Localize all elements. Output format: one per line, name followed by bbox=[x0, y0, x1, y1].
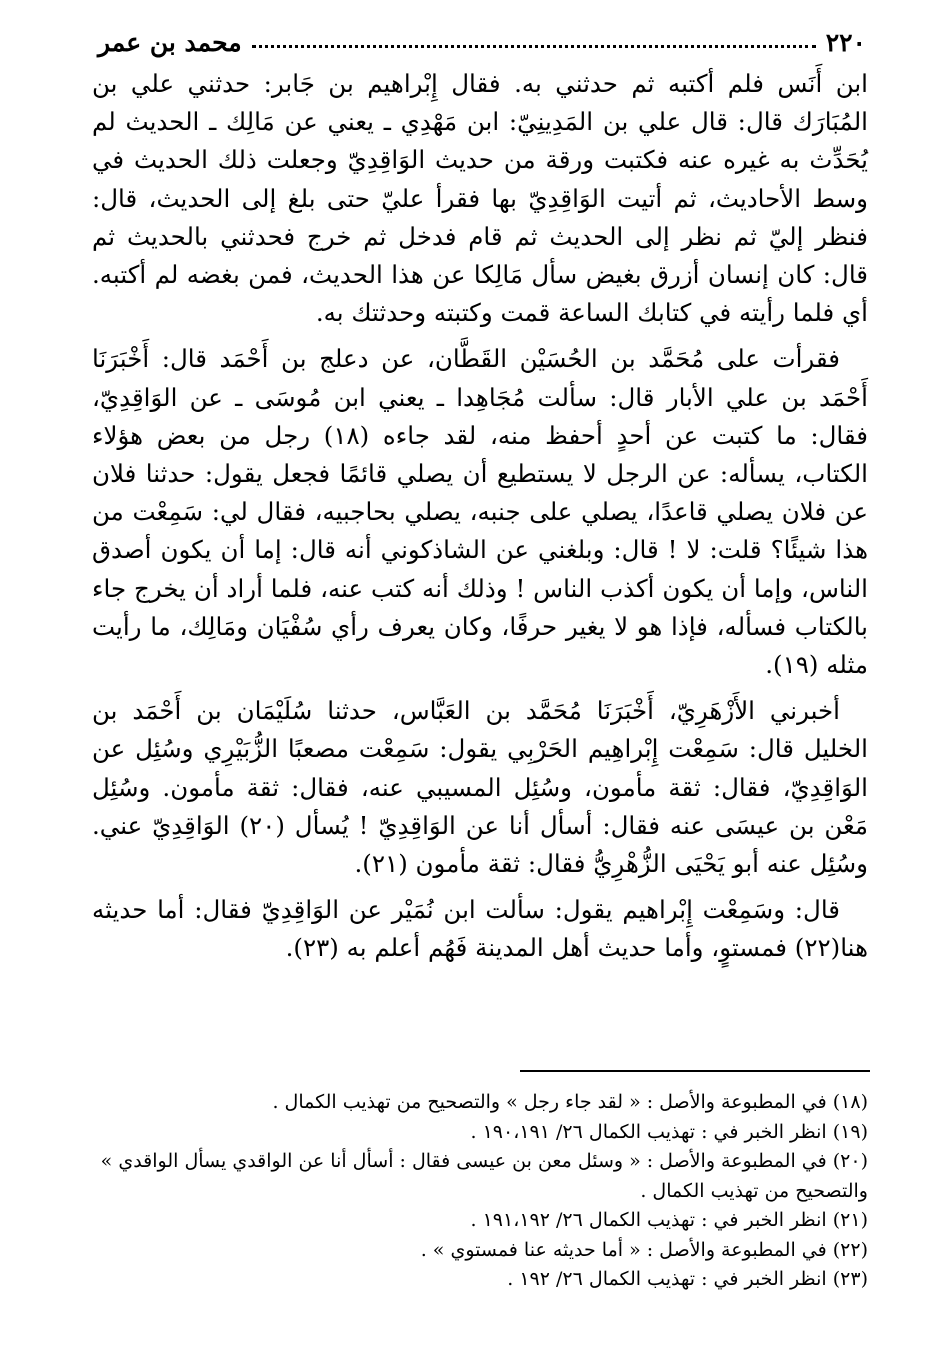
footnote: (١٩) انظر الخبر في : تهذيب الكمال ٢٦/ ١٩٠،١٩١ . bbox=[470, 1120, 868, 1143]
footnote: (٢٣) انظر الخبر في : تهذيب الكمال ٢٦/ ١٩٢ . bbox=[507, 1268, 868, 1290]
running-title: محمد بن عمر bbox=[98, 27, 242, 57]
footnotes bbox=[98, 1088, 868, 1295]
header-leader-dots bbox=[252, 35, 816, 48]
page-header bbox=[98, 22, 866, 62]
footnote: (٢٠) في المطبوعة والأصل : « وسئل معن بن عيسى فقال : أسأل أنا عن الواقدي يسأل الواقدي » والتصحيح من تهذيب الكمال . bbox=[100, 1150, 868, 1202]
footnote: (١٨) في المطبوعة والأصل : « لقد جاء رجل » والتصحيح من تهذيب الكمال . bbox=[272, 1091, 868, 1113]
footnote: (٢٢) في المطبوعة والأصل : « أما حديثه عنا فمستوي » . bbox=[420, 1238, 868, 1261]
footnote: (٢١) انظر الخبر في : تهذيب الكمال ٢٦/ ١٩١،١٩٢ . bbox=[470, 1209, 868, 1231]
paragraph: فقرأت على مُحَمَّد بن الحُسَيْن القَطَّان، عن دعلج بن أَحْمَد قال: أَخْبَرَنَا أَحْمَد بن علي الأبار قال: سألت مُجَاهِدا ـ يعني ابن مُوسَى ـ عن الوَاقِدِيّ، فقال: ما كتبت عن أحدٍ أحفظ منه، لقد جاءه (١٨) رجل من بعض هؤلاء الكتاب، يسأله: عن الرجل لا يستطيع أن يصلي قائمًا فجعل يقول: حدثنا فلان عن فلان يصلي قاعدًا، يصلي على جنبه، يصلي بحاجبيه، فقال لي: سَمِعْت من هذا شيئًا؟ قلت: لا ! قال: وبلغني عن الشاذكوني أنه قال: إما أن يكون أصدق الناس، وإما أن يكون أكذب الناس ! وذلك أنه كتب عنه، فلما أراد أن يخرج جاء بالكتاب فسأله، فإذا هو لا يغير حرفًا، وكان يعرف رأي سُفْيَان ومَالِك، ما رأيت مثله (١٩). bbox=[92, 344, 868, 680]
page-number: ٢٢٠ bbox=[825, 27, 866, 57]
paragraph: ابن أَنَس فلم أكتبه ثم حدثني به. فقال إِبْراهيم بن جَابر: حدثني علي بن المُبَارَك قال: قال علي بن المَدِينِيّ: ابن مَهْدِي ـ يعني عن مَالِك ـ الحديث لم يُحَدِّث به غيره عنه فكتبت ورقة من حديث الوَاقِدِيّ وجعلت ذلك الحديث في وسط الأحاديث، ثم أتيت الوَاقِدِيّ بها فقرأ عليّ حتى بلغ إلى الحديث، قال: فنظر إليّ ثم نظر إلى الحديث ثم قام فدخل ثم خرج فحدثني بالحديث ثم قال: كان إنسان أزرق بغيض سأل مَالِكا عن هذا الحديث، فمن بغضه لم أكتبه. أي فلما رأيته في كتابك الساعة قمت وكتبته وحدثتك به. bbox=[92, 69, 868, 328]
main-text bbox=[92, 65, 868, 968]
paragraph: قال: وسَمِعْت إِبْراهيم يقول: سألت ابن نُمَيْر عن الوَاقِدِيّ فقال: أما حديثه هنا(٢٢) فمستوٍ، وأما حديث أهل المدينة فَهُم أعلم به (٢٣). bbox=[92, 895, 868, 963]
paragraph: أخبرني الأَزْهَرِيّ، أَخْبَرَنَا مُحَمَّد بن العَبَّاس، حدثنا سُلَيْمَان بن أَحْمَد بن الخليل قال: سَمِعْت إِبْراهِيم الحَرْبِي يقول: سَمِعْت مصعبًا الزُّبَيْرِي وسُئِل عن الوَاقِدِيّ، فقال: ثقة مأمون، وسُئِل المسيبي عنه، فقال: ثقة مأمون. وسُئِل مَعْن بن عيسَى عنه فقال: أسأل أنا عن الوَاقِدِيّ ! يُسأل (٢٠) الوَاقِدِيّ عني. وسُئِل عنه أبو يَحْيَى الزُّهْرِيُّ فقال: ثقة مأمون (٢١). bbox=[92, 696, 868, 879]
footnote-separator bbox=[520, 1070, 870, 1072]
